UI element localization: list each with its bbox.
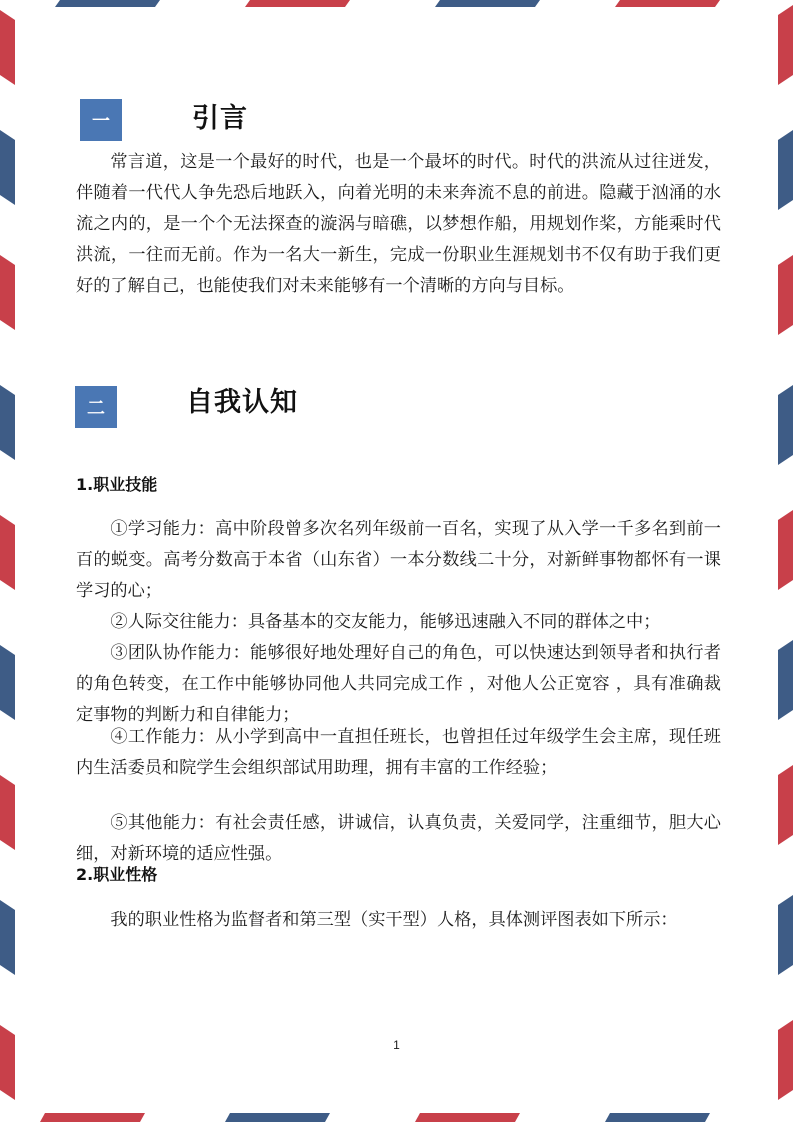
sub-heading-personality: 2.职业性格 — [76, 865, 158, 884]
airmail-border-right — [778, 0, 793, 1122]
airmail-border-left — [0, 0, 15, 1122]
skill-item: ④工作能力：从小学到高中一直担任班长，也曾担任过年级学生会主席，现任班内生活委员和院学生会组织部试用助理，拥有丰富的工作经验； — [76, 727, 721, 778]
section-title: 自我认知 — [186, 387, 298, 418]
sub-heading-skills: 1.职业技能 — [76, 475, 158, 494]
skill-item: ②人际交往能力：具备基本的交友能力，能够迅速融入不同的群体之中； — [110, 612, 661, 632]
page-number: 1 — [393, 1038, 400, 1052]
skill-item: ①学习能力：高中阶段曾多次名列年级前一百名，实现了从入学一千多名到前一百的蜕变。高考分数高于本省（山东省）一本分数线二十分，对新鲜事物都怀有一课学习的心； — [76, 519, 721, 601]
section-number-box: 二 — [75, 386, 117, 428]
intro-paragraph: 常言道，这是一个最好的时代，也是一个最坏的时代。时代的洪流从过往迸发，伴随着一代代人争先恐后地跃入，向着光明的未来奔流不息的前进。隐藏于汹涌的水流之内的，是一个个无法探查的漩涡与暗礁，以梦想作船，用规划作桨，方能乘时代洪流，一往而无前。作为一名大一新生，完成一份职业生涯规划书不仅有助于我们更好的了解自己，也能使我们对未来能够有一个清晰的方向与目标。 — [76, 152, 721, 296]
airmail-border-top — [0, 0, 793, 7]
skill-item: ⑤其他能力：有社会责任感，讲诚信，认真负责，关爱同学，注重细节，胆大心细，对新环境的适应性强。 — [76, 813, 721, 864]
personality-paragraph: 我的职业性格为监督者和第三型（实干型）人格，具体测评图表如下所示： — [110, 910, 678, 930]
section-number-box: 一 — [80, 99, 122, 141]
skill-item: ③团队协作能力：能够很好地处理好自己的角色，可以快速达到领导者和执行者的角色转变，在工作中能够协同他人共同完成工作 ，对他人公正宽容 ，具有准确裁定事物的判断力和自律能力； — [76, 643, 721, 725]
airmail-border-bottom — [0, 1113, 793, 1122]
section-title: 引言 — [192, 103, 248, 134]
